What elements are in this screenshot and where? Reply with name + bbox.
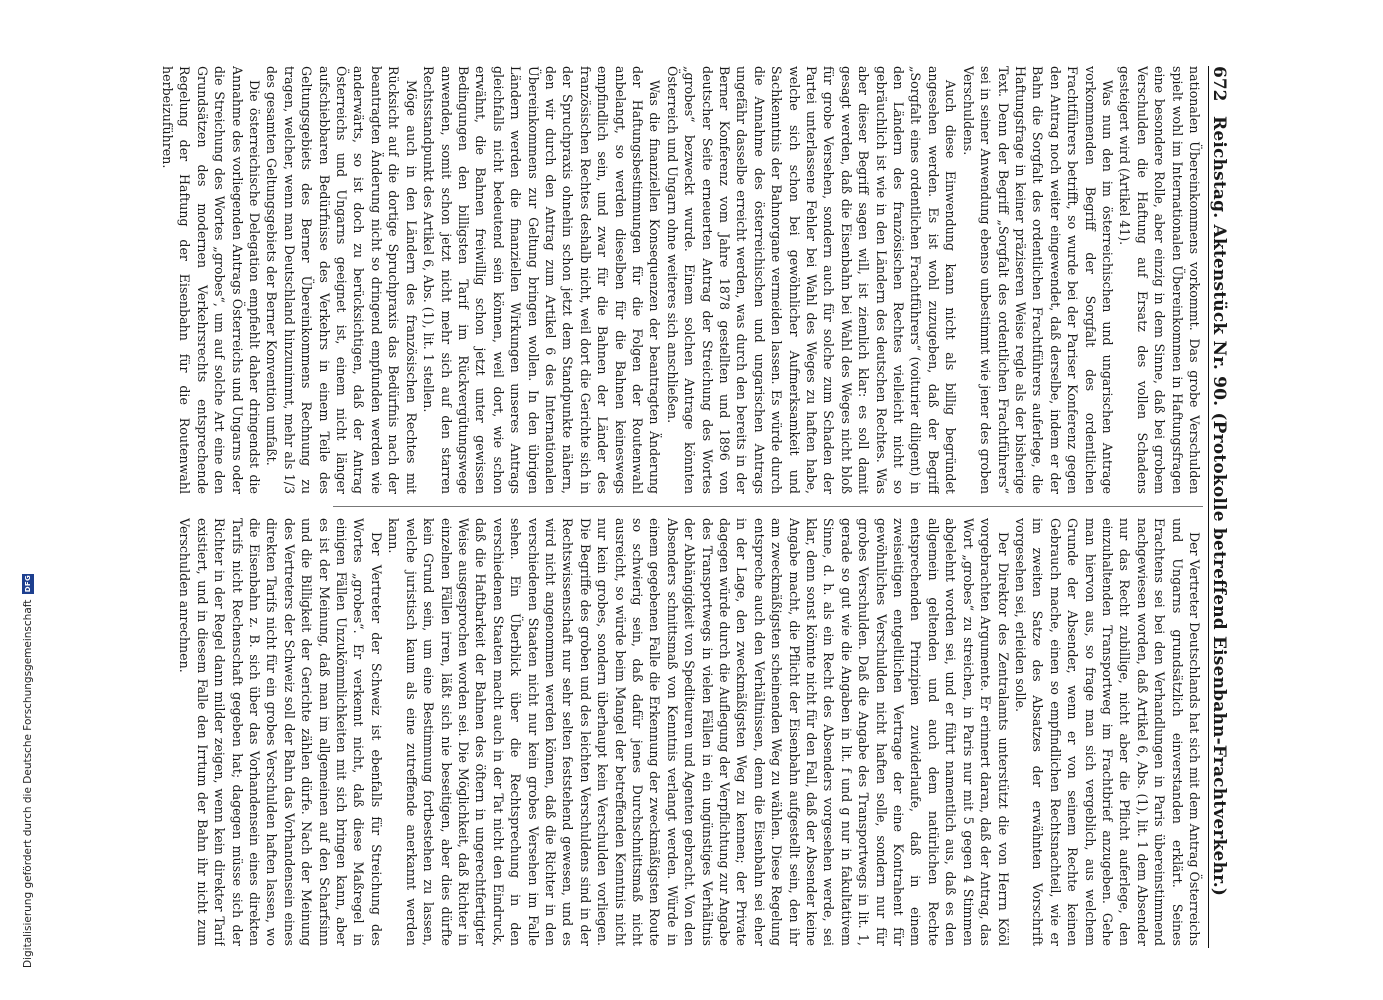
paragraph: Die österreichische Delegation empfiehlt daher dringendst die Annahme des vorliegenden Antrags Österreichs und Ungarns oder die Streichung des Wortes „grobes“, um auf solche Art eine den Grundsätzen des modernen Verkehrsrechts entsprechende Regelung der Haftung der Eisenbahn für die Routenwahl herbeizuführen. bbox=[160, 66, 263, 494]
page-title: Reichstag. Aktenstück Nr. 90. (Protokolle betreffend Eisenbahn-Frachtverkehr.) bbox=[1209, 116, 1229, 897]
paragraph: Möge auch in den Ländern des französischen Rechtes mit Rücksicht auf die dortige Spruchpraxis das Bedürfnis nach der beantragten Änderung nicht so dringend empfunden werden wie anderwärts, so ist doch zu berücksichtigen, daß der Antrag Österreichs und Ungarns geeignet ist, einem nicht länger aufschiebbaren Bedürfnisse des Verkehrs in einem Teile des Geltungsgebiets des Berner Übereinkommens Rechnung zu tragen, welcher, wenn man Deutschland hinzunimmt, mehr als 1/3 des gesamten Geltungsgebiets der Berner Konvention umfaßt. bbox=[264, 66, 419, 494]
column-divider bbox=[333, 506, 1203, 507]
credit-text: Digitalisierung gefördert durch die Deutsche Forschungsgemeinschaft bbox=[22, 599, 34, 968]
paragraph: Der Direktor des Zentralamts unterstützt die von Herrn Kööl vorgebrachten Argumente. Er erinnert daran, daß der Antrag, das Wort „grobes“ zu streichen, in Paris nur mit 5 gegen 4 Stimmen abgelehnt worden sei, und er führt namentlich aus, daß es den allgemein geltenden und auch dem natürlichen Rechte entsprechenden Prinzipien zuwiderlaufe, daß in einem zweiseitigen entgeltlichen Vertrage der eine Kontrahent für gewöhnliches Verschulden nicht haften solle, sondern nur für grobes Verschulden. Daß die Angabe des Transportwegs in lit. 1, gerade so gut wie die Angaben in lit. f und g nur in fakultativem Sinne, d. h. als ein Recht des Absenders vorgesehen werde, sei klar, denn sonst könnte nicht für den Fall, daß der Absender keine Angabe macht, die Pflicht der Eisenbahn aufgestellt sein, den ihr am zweckmäßigsten scheinenden Weg zu wählen. Diese Regelung entspreche auch den Verhältnissen, denn die Eisenbahn sei eher in der Lage, den zweckmäßigsten Weg zu kennen; der Private dagegen würde durch die Auflegung der Verpflichtung zur Angabe des Transportwegs in vielen Fällen in ein ungünstiges Verhältnis der Abhängigkeit von Spediteuren und Agenten gebracht. Von den Absenders schnittsmaß von Kenntnis verlangt werden. Würde in einem gegebenen Falle die Erkennung der zweckmäßigsten Route so schwierig sein, daß dafür jenes Durchschnittsmaß nicht ausreicht, so würde beim Mangel der betreffenden Kenntnis nicht nur kein grobes, sondern überhaupt kein Verschulden vorliegen. Die Begriffe des groben und des leichten Verschuldens sind in der Rechtswissenschaft nur sehr selten feststehend gewesen, und es wird nicht angenommen werden können, daß die Richter in den verschiedenen Staaten nicht nur kein grobes Versehen im Falle sehen. Ein Überblick über die Rechtsprechung in den verschiedenen Staaten macht auch in der Tat nicht den Eindruck, daß die Haftbarkeit der Bahnen des öftern in ungerechtfertigter Weise ausgesprochen worden sei. Die Möglichkeit, daß Richter in einzelnen Fällen irren, läßt sich nie beseitigen, aber dies dürfte kein Grund sein, um eine Bestimmung fortbestehen zu lassen, welche juristisch kaum als eine zutreffende anerkannt werden kann. bbox=[386, 518, 1011, 946]
paragraph: nationalen Übereinkommens vorkommt. Das grobe Verschulden spielt wohl im Internationalen Übereinkommen in Haftungsfragen eine besondere Rolle, aber einzig in dem Sinne, daß bei grobem Verschulden die Haftung auf Ersatz des vollen Schadens gesteigert wird (Artikel 41). bbox=[1117, 66, 1202, 494]
scanned-page bbox=[65, 66, 1235, 948]
paragraph: Der Vertreter Deutschlands hat sich mit dem Antrag Österreichs und Ungarns grundsätzlich einverstanden erklärt. Seines Erachtens sei bei den Verhandlungen in Paris übereinstimmend nachgewiesen worden, daß Artikel 6, Abs. (1), lit. 1 dem Absender nur das Recht zubillige, nicht aber die Pflicht auferlege, den einzuhaltenden Transportweg im Frachtbrief anzugeben. Gehe man hiervon aus, so frage man sich vergeblich, aus welchem Grunde der Absender, wenn er von seinem Rechte keinen Gebrauch mache, einen so empfindlichen Rechtsnachteil, wie er im zweiten Satze des Absatzes der erwähnten Vorschrift vorgesehen sei, erleiden solle. bbox=[1012, 518, 1202, 946]
left-column bbox=[78, 66, 1203, 494]
page-number: 672 bbox=[1209, 66, 1229, 102]
digitization-credit bbox=[22, 574, 34, 968]
right-column bbox=[78, 518, 1203, 946]
paragraph: Der Vertreter der Schweiz ist ebenfalls für Streichung des Wortes „grobes“. Er verkennt nicht, daß diese Maßregel in einigen Fällen Unzukömmlichkeiten mit sich bringen kann, aber es ist der Meinung, daß man im allgemeinen auf den Scharfsinn und die Billigkeit der Gerichte zählen dürfe. Nach der Meinung des Vertreters der Schweiz soll der Bahn das Vorhandensein eines direkten Tarifs nicht für ein grobes Verschulden haften lassen, wo die Eisenbahn z. B. sich über das Vorhandensein eines direkten Tarifs nicht Rechenschaft gegeben hat; dagegen müsse sich der Richter in der Regel dann milder zeigen, wenn kein direkter Tarif existiert, und in diesem Falle den Irrtum der Bahn ihr nicht zum Verschulden anrechnen. bbox=[177, 518, 384, 946]
paragraph: Was die finanziellen Konsequenzen der beantragten Änderung der Haftungsbestimmungen für die Folgen der Routenwahl anbelangt, so werden dieselben für die Bahnen keineswegs empfindlich sein, und zwar für die Bahnen der Länder des französischen Rechtes deshalb nicht, weil dort die Gerichte sich in der Spruchpraxis ohnehin schon jetzt dem Standpunkte nähern, den wir durch den Antrag zum Artikel 6 des Internationalen Übereinkommens zur Geltung bringen wollen. In den übrigen Ländern werden die finanziellen Wirkungen unseres Antrags gleichfalls nicht bedeutend sein können, weil dort, wie schon erwähnt, die Bahnen freiwillig schon jetzt unter gewissen Bedingungen den billigsten Tarif im Rückvergütungswege anwenden, somit schon jetzt nicht mehr sich auf den starren Rechtsstandpunkt des Artikel 6, Abs. (1), lit. 1 stellen. bbox=[421, 66, 663, 494]
paragraph: Was nun den im österreichischen und ungarischen Antrage vorkommenden Begriff der Sorgfalt des ordentlichen Frachtführers betrifft, so wurde bei der Pariser Konferenz gegen den Antrag noch weiter eingewendet, daß derselbe, indem er der Bahn die Sorgfalt des ordentlichen Frachtführers auferlege, die Haftungsfrage in keiner präziseren Weise regle als der bisherige Text. Denn der Begriff „Sorgfalt des ordentlichen Frachtführers“ sei in seiner Anwendung ebenso unbestimmt wie jener des groben Verschuldens. bbox=[960, 66, 1115, 494]
dfg-logo-icon: DFG bbox=[24, 574, 32, 593]
page-header bbox=[1208, 66, 1235, 948]
paragraph: Auch diese Einwendung kann nicht als billig begründet angesehen werden. Es ist wohl zuzugeben, daß der Begriff „Sorgfalt eines ordentlichen Frachtführers“ (voiturier diligent) in den Ländern des französischen Rechtes vielleicht nicht so gebräuchlich ist wie in den Ländern des deutschen Rechtes. Was aber dieser Begriff sagen will, ist ziemlich klar: es soll damit gesagt werden, daß die Eisenbahn bei Wahl des Weges nicht bloß für grobe Versehen, sondern auch für solche zum Schaden der Partei unterlassene Fehler bei Wahl des Weges zu haften habe, welche sich schon bei gewöhnlicher Aufmerksamkeit und Sachkenntnis der Bahnorgane vermeiden lassen. Es würde durch die Annahme des österreichischen und ungarischen Antrags ungefähr dasselbe erreicht werden, was durch den bereits in der Berner Konferenz vom Jahre 1878 gestellten und 1896 von deutscher Seite erneuerten Antrag der Streichung des Wortes „grobes“ bezweckt wurde. Einem solchen Antrage könnten Österreich und Ungarn ohne weiteres sich anschließen. bbox=[664, 66, 959, 494]
